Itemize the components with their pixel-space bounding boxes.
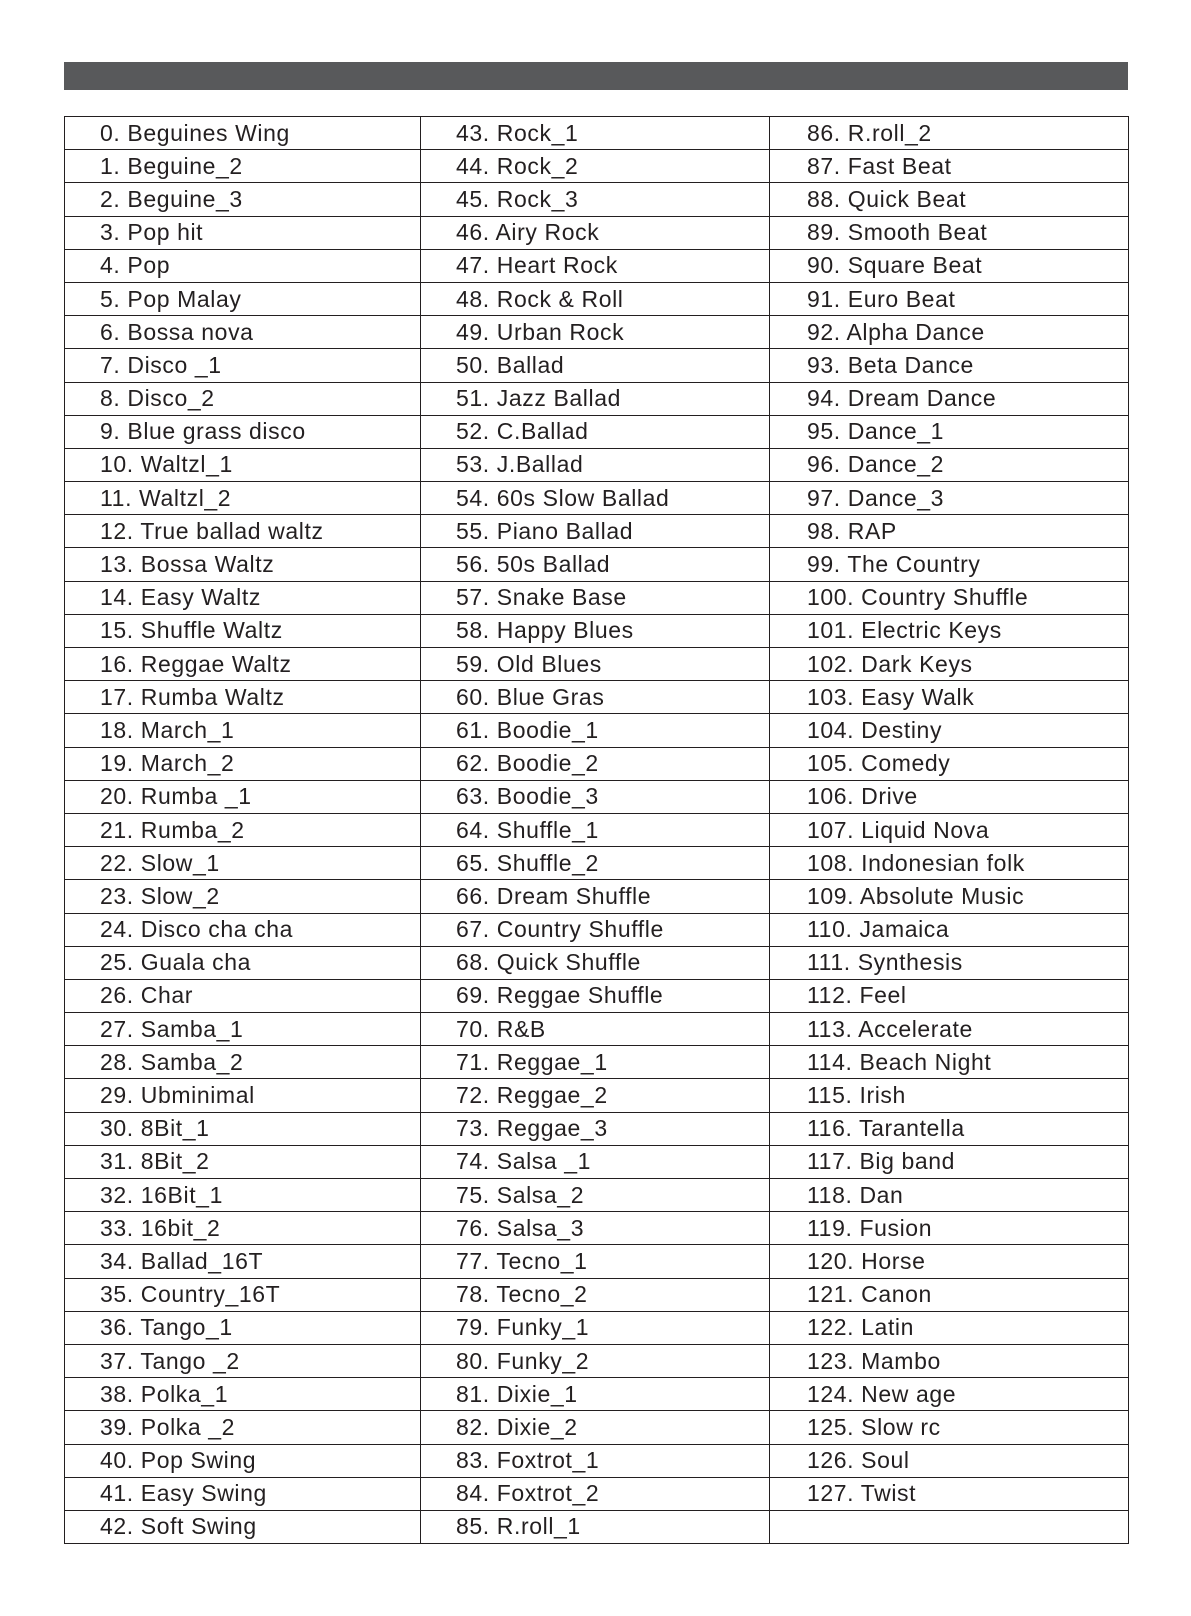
style-entry: 67. Country Shuffle bbox=[421, 913, 770, 946]
table-row bbox=[65, 482, 1129, 515]
style-entry: 60. Blue Gras bbox=[421, 681, 770, 714]
table-row bbox=[65, 913, 1129, 946]
table-row bbox=[65, 813, 1129, 846]
table-row bbox=[65, 780, 1129, 813]
style-entry: 47. Heart Rock bbox=[421, 249, 770, 282]
style-entry: 75. Salsa_2 bbox=[421, 1179, 770, 1212]
table-row bbox=[65, 1477, 1129, 1510]
style-entry: 61. Boodie_1 bbox=[421, 714, 770, 747]
style-entry: 115. Irish bbox=[770, 1079, 1129, 1112]
style-entry: 12. True ballad waltz bbox=[65, 515, 421, 548]
style-entry: 120. Horse bbox=[770, 1245, 1129, 1278]
style-entry: 28. Samba_2 bbox=[65, 1046, 421, 1079]
style-entry: 1. Beguine_2 bbox=[65, 150, 421, 183]
style-entry: 49. Urban Rock bbox=[421, 316, 770, 349]
style-entry: 43. Rock_1 bbox=[421, 117, 770, 150]
style-entry: 40. Pop Swing bbox=[65, 1444, 421, 1477]
style-entry: 24. Disco cha cha bbox=[65, 913, 421, 946]
table-row bbox=[65, 1311, 1129, 1344]
style-entry: 55. Piano Ballad bbox=[421, 515, 770, 548]
style-entry: 64. Shuffle_1 bbox=[421, 813, 770, 846]
style-entry: 18. March_1 bbox=[65, 714, 421, 747]
style-entry: 107. Liquid Nova bbox=[770, 813, 1129, 846]
table-row bbox=[65, 117, 1129, 150]
table-row bbox=[65, 1145, 1129, 1178]
table-row bbox=[65, 681, 1129, 714]
style-entry: 124. New age bbox=[770, 1378, 1129, 1411]
style-entry: 34. Ballad_16T bbox=[65, 1245, 421, 1278]
style-entry: 14. Easy Waltz bbox=[65, 581, 421, 614]
style-entry: 52. C.Ballad bbox=[421, 415, 770, 448]
table-row bbox=[65, 880, 1129, 913]
style-entry: 116. Tarantella bbox=[770, 1112, 1129, 1145]
style-entry: 113. Accelerate bbox=[770, 1013, 1129, 1046]
table-row bbox=[65, 747, 1129, 780]
style-entry: 74. Salsa _1 bbox=[421, 1145, 770, 1178]
style-entry: 22. Slow_1 bbox=[65, 847, 421, 880]
style-entry: 98. RAP bbox=[770, 515, 1129, 548]
table-row bbox=[65, 316, 1129, 349]
style-entry: 35. Country_16T bbox=[65, 1278, 421, 1311]
table-row bbox=[65, 548, 1129, 581]
style-entry: 114. Beach Night bbox=[770, 1046, 1129, 1079]
table-row bbox=[65, 249, 1129, 282]
style-entry: 110. Jamaica bbox=[770, 913, 1129, 946]
style-entry: 2. Beguine_3 bbox=[65, 183, 421, 216]
table-row bbox=[65, 648, 1129, 681]
style-entry: 41. Easy Swing bbox=[65, 1477, 421, 1510]
style-entry: 26. Char bbox=[65, 979, 421, 1012]
style-entry: 20. Rumba _1 bbox=[65, 780, 421, 813]
style-entry: 4. Pop bbox=[65, 249, 421, 282]
style-entry: 33. 16bit_2 bbox=[65, 1212, 421, 1245]
style-entry: 83. Foxtrot_1 bbox=[421, 1444, 770, 1477]
style-entry: 76. Salsa_3 bbox=[421, 1212, 770, 1245]
style-entry: 127. Twist bbox=[770, 1477, 1129, 1510]
style-entry: 23. Slow_2 bbox=[65, 880, 421, 913]
style-entry: 65. Shuffle_2 bbox=[421, 847, 770, 880]
table-row bbox=[65, 515, 1129, 548]
table-row bbox=[65, 349, 1129, 382]
style-entry: 6. Bossa nova bbox=[65, 316, 421, 349]
style-entry: 91. Euro Beat bbox=[770, 282, 1129, 315]
style-entry: 16. Reggae Waltz bbox=[65, 648, 421, 681]
style-entry: 126. Soul bbox=[770, 1444, 1129, 1477]
style-entry: 92. Alpha Dance bbox=[770, 316, 1129, 349]
style-entry: 87. Fast Beat bbox=[770, 150, 1129, 183]
style-entry: 78. Tecno_2 bbox=[421, 1278, 770, 1311]
style-entry: 45. Rock_3 bbox=[421, 183, 770, 216]
style-entry: 94. Dream Dance bbox=[770, 382, 1129, 415]
table-row bbox=[65, 1444, 1129, 1477]
style-entry: 29. Ubminimal bbox=[65, 1079, 421, 1112]
style-entry: 7. Disco _1 bbox=[65, 349, 421, 382]
style-entry: 58. Happy Blues bbox=[421, 614, 770, 647]
style-entry: 9. Blue grass disco bbox=[65, 415, 421, 448]
style-entry: 17. Rumba Waltz bbox=[65, 681, 421, 714]
style-entry: 104. Destiny bbox=[770, 714, 1129, 747]
style-entry: 19. March_2 bbox=[65, 747, 421, 780]
style-entry: 118. Dan bbox=[770, 1179, 1129, 1212]
table-row bbox=[65, 448, 1129, 481]
style-entry: 125. Slow rc bbox=[770, 1411, 1129, 1444]
table-row bbox=[65, 1245, 1129, 1278]
table-row bbox=[65, 1344, 1129, 1377]
style-entry: 11. Waltzl_2 bbox=[65, 482, 421, 515]
style-entry: 27. Samba_1 bbox=[65, 1013, 421, 1046]
style-entry: 37. Tango _2 bbox=[65, 1344, 421, 1377]
style-entry: 15. Shuffle Waltz bbox=[65, 614, 421, 647]
style-entry: 30. 8Bit_1 bbox=[65, 1112, 421, 1145]
style-entry: 111. Synthesis bbox=[770, 946, 1129, 979]
table-row bbox=[65, 1112, 1129, 1145]
table-row bbox=[65, 1510, 1129, 1543]
style-entry: 71. Reggae_1 bbox=[421, 1046, 770, 1079]
table-row bbox=[65, 946, 1129, 979]
style-entry: 51. Jazz Ballad bbox=[421, 382, 770, 415]
header-bar bbox=[64, 62, 1128, 90]
style-entry: 77. Tecno_1 bbox=[421, 1245, 770, 1278]
style-entry: 88. Quick Beat bbox=[770, 183, 1129, 216]
style-entry: 121. Canon bbox=[770, 1278, 1129, 1311]
style-list-table bbox=[64, 116, 1129, 1544]
table-row bbox=[65, 1179, 1129, 1212]
style-entry: 59. Old Blues bbox=[421, 648, 770, 681]
style-entry bbox=[770, 1510, 1129, 1543]
style-entry: 80. Funky_2 bbox=[421, 1344, 770, 1377]
style-entry: 5. Pop Malay bbox=[65, 282, 421, 315]
style-entry: 72. Reggae_2 bbox=[421, 1079, 770, 1112]
style-entry: 117. Big band bbox=[770, 1145, 1129, 1178]
style-entry: 21. Rumba_2 bbox=[65, 813, 421, 846]
style-entry: 10. Waltzl_1 bbox=[65, 448, 421, 481]
style-entry: 48. Rock & Roll bbox=[421, 282, 770, 315]
style-entry: 99. The Country bbox=[770, 548, 1129, 581]
style-entry: 112. Feel bbox=[770, 979, 1129, 1012]
style-entry: 89. Smooth Beat bbox=[770, 216, 1129, 249]
table-row bbox=[65, 847, 1129, 880]
style-entry: 0. Beguines Wing bbox=[65, 117, 421, 150]
table-row bbox=[65, 581, 1129, 614]
style-entry: 53. J.Ballad bbox=[421, 448, 770, 481]
table-row bbox=[65, 1046, 1129, 1079]
style-entry: 85. R.roll_1 bbox=[421, 1510, 770, 1543]
table-row bbox=[65, 216, 1129, 249]
style-entry: 57. Snake Base bbox=[421, 581, 770, 614]
style-entry: 66. Dream Shuffle bbox=[421, 880, 770, 913]
style-entry: 79. Funky_1 bbox=[421, 1311, 770, 1344]
style-entry: 70. R&B bbox=[421, 1013, 770, 1046]
style-entry: 25. Guala cha bbox=[65, 946, 421, 979]
table-row bbox=[65, 1013, 1129, 1046]
style-entry: 81. Dixie_1 bbox=[421, 1378, 770, 1411]
style-entry: 3. Pop hit bbox=[65, 216, 421, 249]
style-entry: 95. Dance_1 bbox=[770, 415, 1129, 448]
style-entry: 13. Bossa Waltz bbox=[65, 548, 421, 581]
style-entry: 32. 16Bit_1 bbox=[65, 1179, 421, 1212]
style-entry: 122. Latin bbox=[770, 1311, 1129, 1344]
table-row bbox=[65, 1411, 1129, 1444]
style-entry: 119. Fusion bbox=[770, 1212, 1129, 1245]
style-entry: 86. R.roll_2 bbox=[770, 117, 1129, 150]
table-row bbox=[65, 1079, 1129, 1112]
style-entry: 90. Square Beat bbox=[770, 249, 1129, 282]
style-entry: 73. Reggae_3 bbox=[421, 1112, 770, 1145]
style-entry: 103. Easy Walk bbox=[770, 681, 1129, 714]
table-row bbox=[65, 282, 1129, 315]
style-entry: 42. Soft Swing bbox=[65, 1510, 421, 1543]
style-entry: 44. Rock_2 bbox=[421, 150, 770, 183]
style-entry: 109. Absolute Music bbox=[770, 880, 1129, 913]
table-row bbox=[65, 415, 1129, 448]
style-entry: 69. Reggae Shuffle bbox=[421, 979, 770, 1012]
style-entry: 96. Dance_2 bbox=[770, 448, 1129, 481]
style-entry: 105. Comedy bbox=[770, 747, 1129, 780]
style-entry: 97. Dance_3 bbox=[770, 482, 1129, 515]
table-row bbox=[65, 1278, 1129, 1311]
table-row bbox=[65, 150, 1129, 183]
style-entry: 62. Boodie_2 bbox=[421, 747, 770, 780]
style-entry: 101. Electric Keys bbox=[770, 614, 1129, 647]
style-entry: 46. Airy Rock bbox=[421, 216, 770, 249]
style-entry: 93. Beta Dance bbox=[770, 349, 1129, 382]
table-row bbox=[65, 1212, 1129, 1245]
style-entry: 82. Dixie_2 bbox=[421, 1411, 770, 1444]
style-entry: 123. Mambo bbox=[770, 1344, 1129, 1377]
table-row bbox=[65, 1378, 1129, 1411]
style-entry: 36. Tango_1 bbox=[65, 1311, 421, 1344]
style-entry: 39. Polka _2 bbox=[65, 1411, 421, 1444]
table-row bbox=[65, 183, 1129, 216]
style-entry: 31. 8Bit_2 bbox=[65, 1145, 421, 1178]
style-entry: 84. Foxtrot_2 bbox=[421, 1477, 770, 1510]
style-entry: 50. Ballad bbox=[421, 349, 770, 382]
style-entry: 56. 50s Ballad bbox=[421, 548, 770, 581]
table-row bbox=[65, 614, 1129, 647]
style-entry: 108. Indonesian folk bbox=[770, 847, 1129, 880]
table-row bbox=[65, 382, 1129, 415]
style-entry: 8. Disco_2 bbox=[65, 382, 421, 415]
style-entry: 54. 60s Slow Ballad bbox=[421, 482, 770, 515]
style-entry: 63. Boodie_3 bbox=[421, 780, 770, 813]
table-row bbox=[65, 714, 1129, 747]
style-entry: 68. Quick Shuffle bbox=[421, 946, 770, 979]
table-row bbox=[65, 979, 1129, 1012]
style-entry: 106. Drive bbox=[770, 780, 1129, 813]
style-entry: 38. Polka_1 bbox=[65, 1378, 421, 1411]
style-entry: 102. Dark Keys bbox=[770, 648, 1129, 681]
style-entry: 100. Country Shuffle bbox=[770, 581, 1129, 614]
